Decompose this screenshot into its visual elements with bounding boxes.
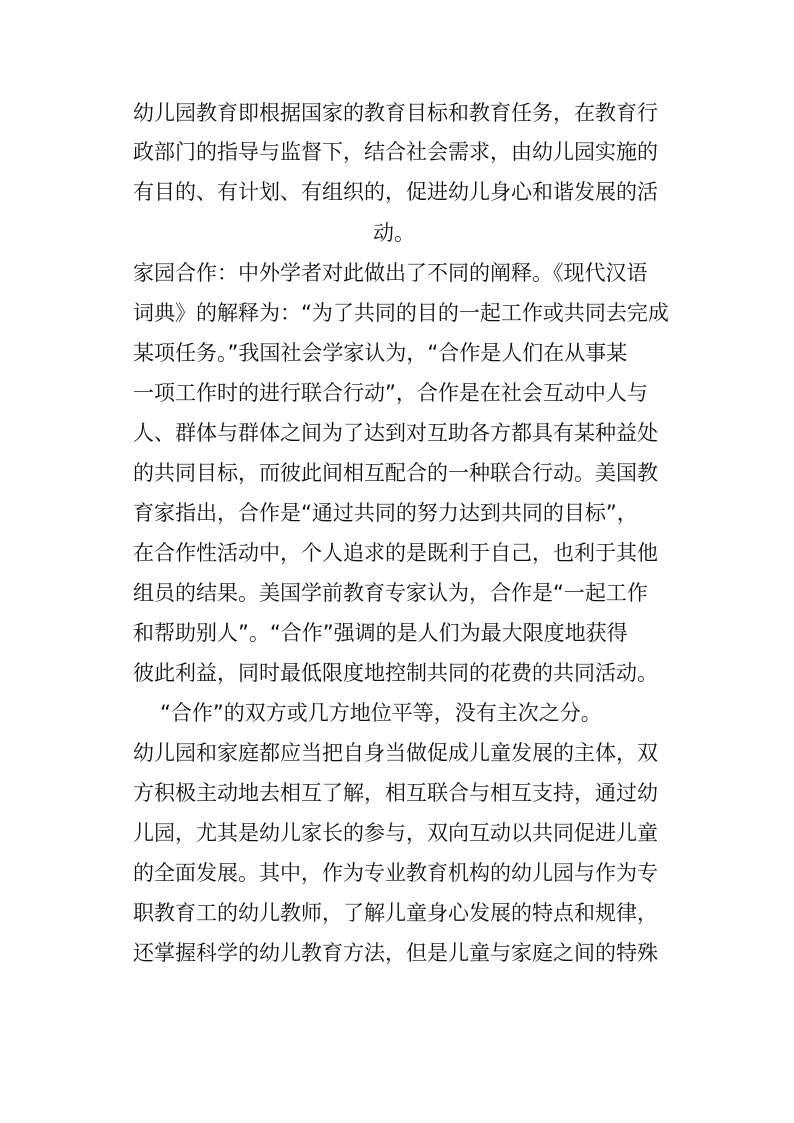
text-line: 儿园，尤其是幼儿家长的参与，双向互动以共同促进儿童 bbox=[133, 821, 658, 845]
text-line: “合作”的双方或几方地位平等，没有主次之分。 bbox=[160, 701, 602, 725]
text-line: 还掌握科学的幼儿教育方法，但是儿童与家庭之间的特殊 bbox=[133, 941, 658, 965]
text-line: 组员的结果。美国学前教育专家认为，合作是“一起工作 bbox=[133, 581, 648, 605]
text-line: 的共同目标，而彼此间相互配合的一种联合行动。美国教 bbox=[133, 461, 658, 485]
text-line: 和帮助别人”。“合作”强调的是人们为最大限度地获得 bbox=[133, 621, 628, 645]
text-line: 某项任务。”我国社会学家认为，“合作是人们在从事某 bbox=[133, 341, 628, 365]
text-line: 幼儿园教育即根据国家的教育目标和教育任务，在教育行 bbox=[133, 101, 658, 125]
text-line: 彼此利益，同时最低限度地控制共同的花费的共同活动。 bbox=[133, 661, 658, 685]
text-line: 词典》的解释为：“为了共同的目的一起工作或共同去完成 bbox=[133, 301, 669, 325]
text-line: 动。 bbox=[373, 221, 415, 245]
text-line: 人、群体与群体之间为了达到对互助各方都具有某种益处 bbox=[133, 421, 658, 445]
text-line: 在合作性活动中，个人追求的是既利于自己，也利于其他 bbox=[133, 541, 658, 565]
text-line: 幼儿园和家庭都应当把自身当做促成儿童发展的主体，双 bbox=[133, 741, 658, 765]
text-line: 政部门的指导与监督下，结合社会需求，由幼儿园实施的 bbox=[133, 140, 658, 164]
text-line: 的全面发展。其中，作为专业教育机构的幼儿园与作为专 bbox=[133, 861, 658, 885]
text-line: 一项工作时的进行联合行动”，合作是在社会互动中人与 bbox=[133, 381, 648, 405]
text-line: 有目的、有计划、有组织的，促进幼儿身心和谐发展的活 bbox=[133, 180, 658, 204]
text-line: 家园合作：中外学者对此做出了不同的阐释。《现代汉语 bbox=[133, 261, 648, 285]
text-line: 职教育工的幼儿教师，了解儿童身心发展的特点和规律， bbox=[133, 901, 658, 925]
text-line: 育家指出，合作是“通过共同的努力达到共同的目标”， bbox=[133, 501, 638, 525]
text-line: 方积极主动地去相互了解，相互联合与相互支持，通过幼 bbox=[133, 781, 658, 805]
